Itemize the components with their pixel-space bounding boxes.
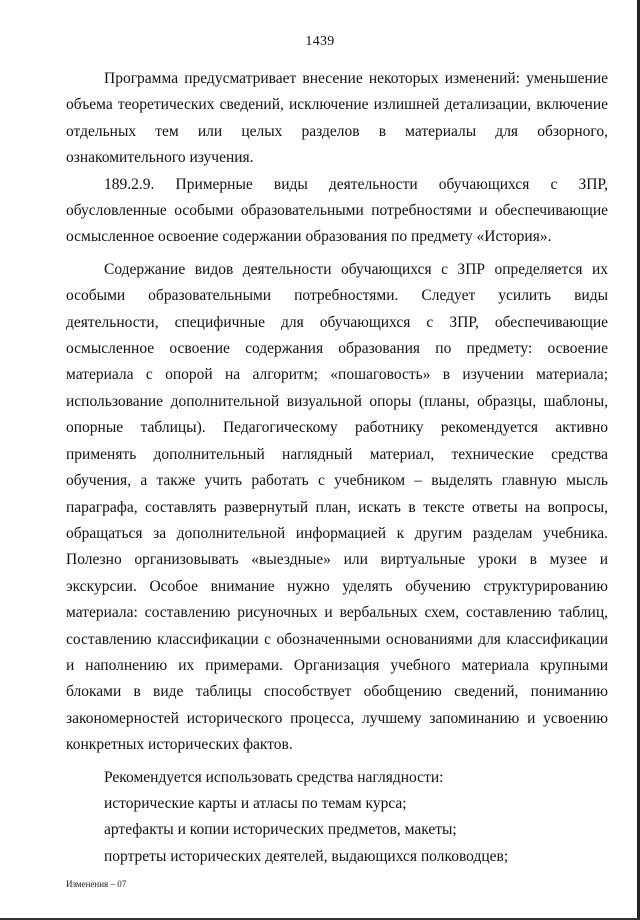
page-number: 1439 — [305, 34, 335, 49]
list-item-artifacts: артефакты и копии исторических предметов, макеты; — [104, 821, 457, 839]
paragraph-activities-content: Содержание видов деятельности обучающихся с ЗПР определяется их особыми образовательными потребностями. Следует усилить виды деятельности, специфичные для обучающихся с ЗПР, обеспечивающие осмысленное освоение содержания образования по предмету: освоение материала с опорой на алгоритм; «пошаговость» в изучении материала; использование дополнительной визуальной опоры (планы, образцы, шаблоны, опорные таблицы). Педагогическому работнику рекомендуется активно применять дополнительный наглядный материал, технические средства обучения, а также учить работать с учебником – выделять главную мысль параграфа, составлять развернутый план, искать в тексте ответы на вопросы, обращаться за дополнительной информацией к другим разделам учебника. Полезно организовывать «выездные» или виртуальные уроки в музее и экскурсии. Особое внимание нужно уделять обучению структурированию материала: составлению рисуночных и вербальных схем, составлению таблиц, составлению классификации с обозначенными основаниями для классификации и наполнению их примерами. Организация учебного материала крупными блоками в виде таблицы способствует обобщению сведений, пониманию закономерностей исторического процесса, лучшему запоминанию и усвоению конкретных исторических фактов. — [66, 260, 608, 754]
paragraph-program-changes: Программа предусматривает внесение некоторых изменений: уменьшение объема теоретических сведений, исключение излишней детализации, включение отдельных тем или целых разделов в материалы для обзорного, ознакомительного изучения. — [66, 70, 608, 167]
paragraph-section-189-2-9: 189.2.9. Примерные виды деятельности обучающихся с ЗПР, обусловленные особыми образовательными потребностями и обеспечивающие осмысленное освоение содержании образования по предмету «История». — [66, 175, 608, 246]
footer-revision: Изменения – 07 — [66, 879, 127, 889]
list-intro: Рекомендуется использовать средства наглядности: — [104, 768, 444, 786]
list-item-portraits: портреты исторических деятелей, выдающихся полководцев; — [104, 847, 509, 865]
list-item-maps: исторические карты и атласы по темам курса; — [104, 794, 407, 812]
document-body — [66, 66, 608, 870]
